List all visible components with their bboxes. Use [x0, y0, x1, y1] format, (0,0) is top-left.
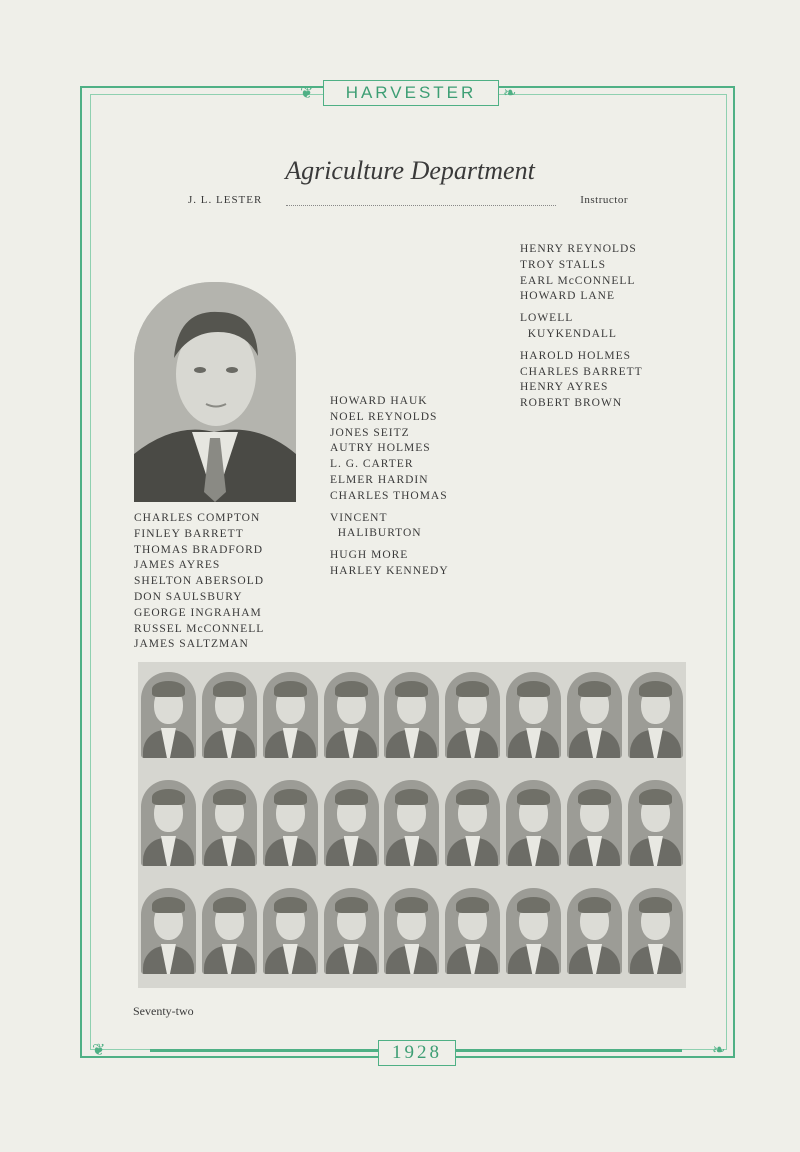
leader-dots — [286, 205, 556, 206]
yearbook-year: 1928 — [378, 1040, 456, 1066]
student-photo — [202, 888, 257, 974]
student-name: JONES SEITZ — [330, 426, 410, 439]
student-name: VINCENT HALIBURTON — [330, 511, 422, 540]
student-name: CHARLES BARRETT — [520, 365, 643, 378]
student-photo — [384, 888, 439, 974]
student-photo — [384, 780, 439, 866]
footer-rule-left — [150, 1049, 378, 1052]
student-photo — [445, 888, 500, 974]
photo-row — [138, 888, 686, 974]
student-name: ROBERT BROWN — [520, 397, 623, 410]
instructor-line — [188, 194, 628, 210]
student-name: CHARLES THOMAS — [330, 489, 448, 502]
student-photo — [506, 672, 561, 758]
student-photo — [506, 780, 561, 866]
student-name: TROY STALLS — [520, 258, 607, 271]
student-photo — [141, 672, 196, 758]
student-name: HARLEY KENNEDY — [330, 564, 449, 577]
yearbook-header: HARVESTER — [323, 80, 499, 106]
student-name: RUSSEL McCONNELL — [134, 622, 265, 635]
student-photo — [628, 888, 683, 974]
instructor-name: J. L. LESTER — [188, 194, 263, 206]
student-name: CHARLES COMPTON — [134, 512, 261, 524]
student-photo-collage — [138, 662, 686, 988]
name-column-right — [520, 242, 643, 412]
name-column-middle — [330, 394, 449, 580]
student-photo — [506, 888, 561, 974]
student-photo — [445, 780, 500, 866]
student-photo — [567, 672, 622, 758]
student-name: DON SAULSBURY — [134, 590, 243, 603]
student-name: HENRY REYNOLDS — [520, 243, 637, 255]
student-photo — [628, 672, 683, 758]
student-photo — [263, 672, 318, 758]
student-name: HOWARD HAUK — [330, 395, 428, 407]
student-photo — [141, 888, 196, 974]
footer-ornament-left-icon: ❦ — [92, 1042, 106, 1059]
photo-row — [138, 780, 686, 866]
student-name: JAMES AYRES — [134, 559, 221, 572]
student-name: LOWELL KUYKENDALL — [520, 312, 617, 340]
student-photo — [324, 888, 379, 974]
student-photo — [263, 780, 318, 866]
footer-ornament-right-icon: ❧ — [712, 1042, 726, 1059]
student-photo — [324, 780, 379, 866]
photo-row — [138, 672, 686, 758]
student-name: GEORGE INGRAHAM — [134, 606, 262, 619]
instructor-portrait — [134, 282, 296, 502]
student-name: EARL McCONNELL — [520, 274, 636, 287]
student-name: THOMAS BRADFORD — [134, 543, 264, 556]
page-number: Seventy-two — [133, 1004, 194, 1018]
student-photo — [202, 780, 257, 866]
student-photo — [263, 888, 318, 974]
student-name: HOWARD LANE — [520, 290, 616, 303]
student-name: HAROLD HOLMES — [520, 349, 632, 362]
footer-rule-right — [456, 1049, 682, 1052]
student-photo — [628, 780, 683, 866]
instructor-role: Instructor — [580, 194, 628, 206]
student-name: HUGH MORE — [330, 549, 409, 562]
student-name: AUTRY HOLMES — [330, 442, 431, 455]
student-photo — [202, 672, 257, 758]
student-name: L. G. CARTER — [330, 458, 414, 471]
student-photo — [567, 780, 622, 866]
student-photo — [384, 672, 439, 758]
student-photo — [567, 888, 622, 974]
ornament-right-icon: ❧ — [503, 85, 517, 102]
student-name: FINLEY BARRETT — [134, 527, 244, 540]
student-photo — [445, 672, 500, 758]
page-title: Agriculture Department — [285, 156, 535, 185]
student-name: SHELTON ABERSOLD — [134, 575, 265, 588]
student-name: HENRY AYRES — [520, 381, 609, 394]
portrait-figure — [134, 282, 296, 502]
student-name: JAMES SALTZMAN — [134, 638, 249, 651]
student-photo — [141, 780, 196, 866]
ornament-left-icon: ❦ — [300, 85, 314, 102]
student-photo — [324, 672, 379, 758]
student-name: NOEL REYNOLDS — [330, 410, 438, 423]
student-name: ELMER HARDIN — [330, 473, 429, 486]
name-column-left — [134, 511, 264, 653]
